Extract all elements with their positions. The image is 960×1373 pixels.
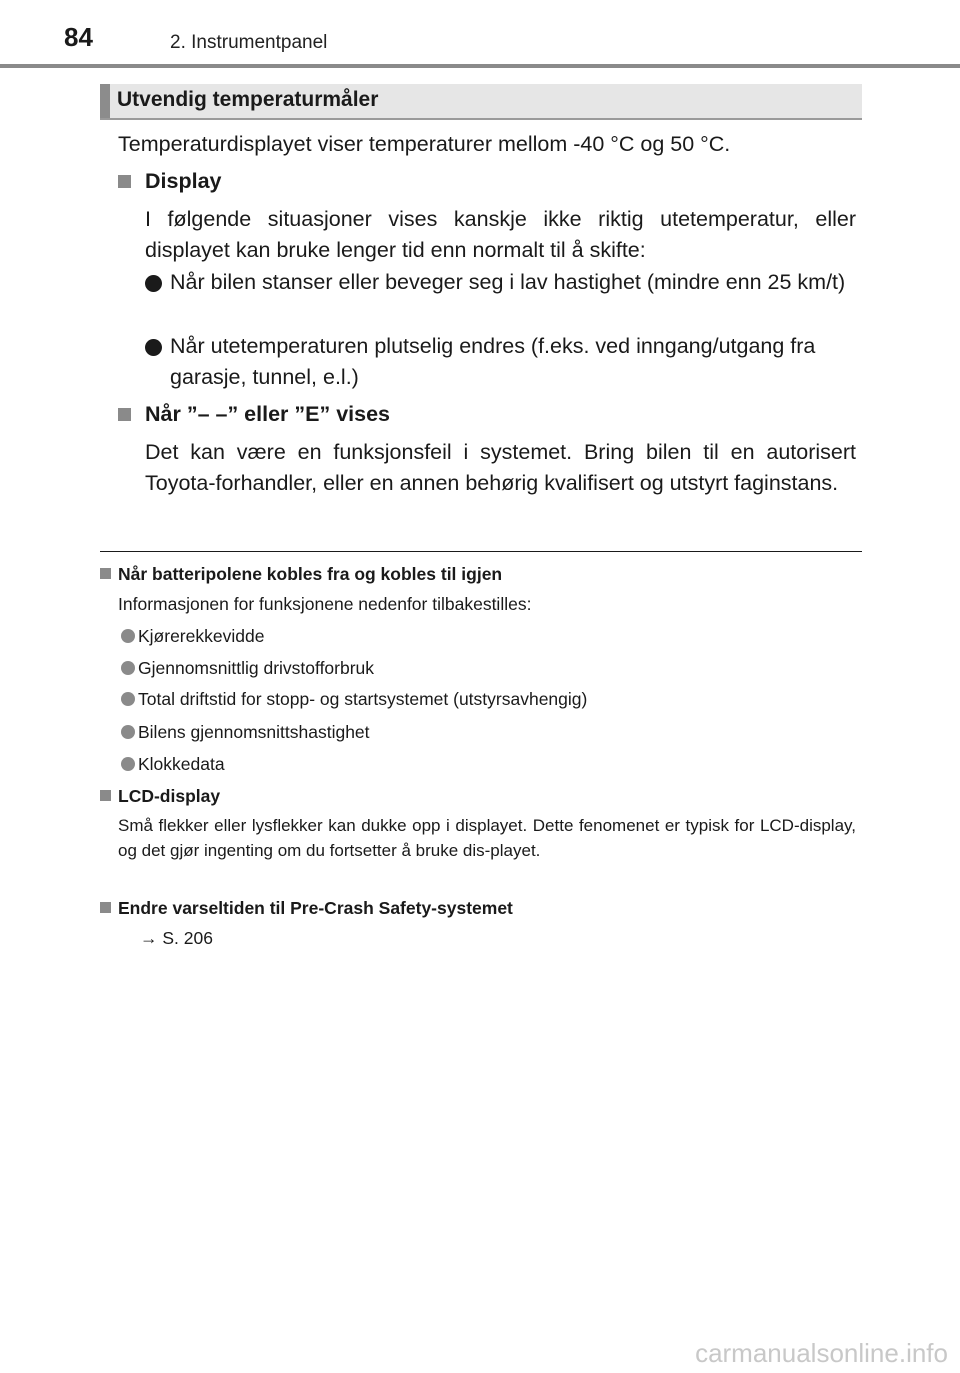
square-bullet-icon xyxy=(118,175,131,188)
bullet-dot-icon xyxy=(121,629,135,643)
page-number: 84 xyxy=(64,22,93,52)
precrash-page-reference: → S. 206 xyxy=(140,928,213,948)
square-bullet-icon xyxy=(100,790,111,801)
battery-item-2: Gjennomsnittlig drivstofforbruk xyxy=(138,658,375,678)
display-bullet-1: Når bilen stanser eller beveger seg i lav hastighet (mindre enn 25 km/t) xyxy=(170,270,846,294)
battery-item-1: Kjørerekkevidde xyxy=(138,626,265,646)
battery-item-5: Klokkedata xyxy=(138,754,225,774)
battery-item-3: Total driftstid for stopp- og startsystemet (utstyrsavhengig) xyxy=(138,689,588,709)
bullet-dot-icon xyxy=(145,275,162,292)
section-accent xyxy=(100,84,110,118)
display-heading: Display xyxy=(145,169,222,193)
bullet-dot-icon xyxy=(145,339,162,356)
section-title: Utvendig temperaturmåler xyxy=(117,88,379,111)
display-bullet-2: Når utetemperaturen plutselig endres (f.eks. ved inngang/utgang fra garasje, tunnel, e.l.) xyxy=(170,334,816,389)
bullet-dot-icon xyxy=(121,661,135,675)
when-text: Det kan være en funksjonsfeil i systemet. Bring bilen til en autorisert Toyota-forhandler, eller en annen behørig kvalifisert og utstyrt faginstans. xyxy=(145,440,856,495)
watermark: carmanualsonline.info xyxy=(695,1338,948,1368)
battery-text: Informasjonen for funksjonene nedenfor tilbakestilles: xyxy=(118,594,532,614)
square-bullet-icon xyxy=(118,408,131,421)
header-rule xyxy=(0,64,960,68)
bullet-dot-icon xyxy=(121,725,135,739)
battery-item-4: Bilens gjennomsnittshastighet xyxy=(138,722,370,742)
square-bullet-icon xyxy=(100,902,111,913)
separator-line xyxy=(100,551,862,552)
section-title-bar xyxy=(100,84,862,120)
bullet-dot-icon xyxy=(121,692,135,706)
intro-text: Temperaturdisplayet viser temperaturer mellom -40 °C og 50 °C. xyxy=(118,132,731,156)
precrash-heading: Endre varseltiden til Pre-Crash Safety-systemet xyxy=(118,898,513,918)
lcd-heading: LCD-display xyxy=(118,786,221,806)
bullet-dot-icon xyxy=(121,757,135,771)
display-text: I følgende situasjoner vises kanskje ikke riktig utetemperatur, eller displayet kan bruke lenger tid enn normalt til å skifte: xyxy=(145,207,856,262)
battery-heading: Når batteripolene kobles fra og kobles til igjen xyxy=(118,564,503,584)
lcd-text: Små flekker eller lysflekker kan dukke opp i displayet. Dette fenomenet er typisk for LCD-display, og det gjør ingenting om du fortsetter å bruke dis-playet. xyxy=(118,816,856,860)
square-bullet-icon xyxy=(100,568,111,579)
chapter-title: 2. Instrumentpanel xyxy=(170,32,328,53)
when-heading: Når ”– –” eller ”E” vises xyxy=(145,402,391,426)
